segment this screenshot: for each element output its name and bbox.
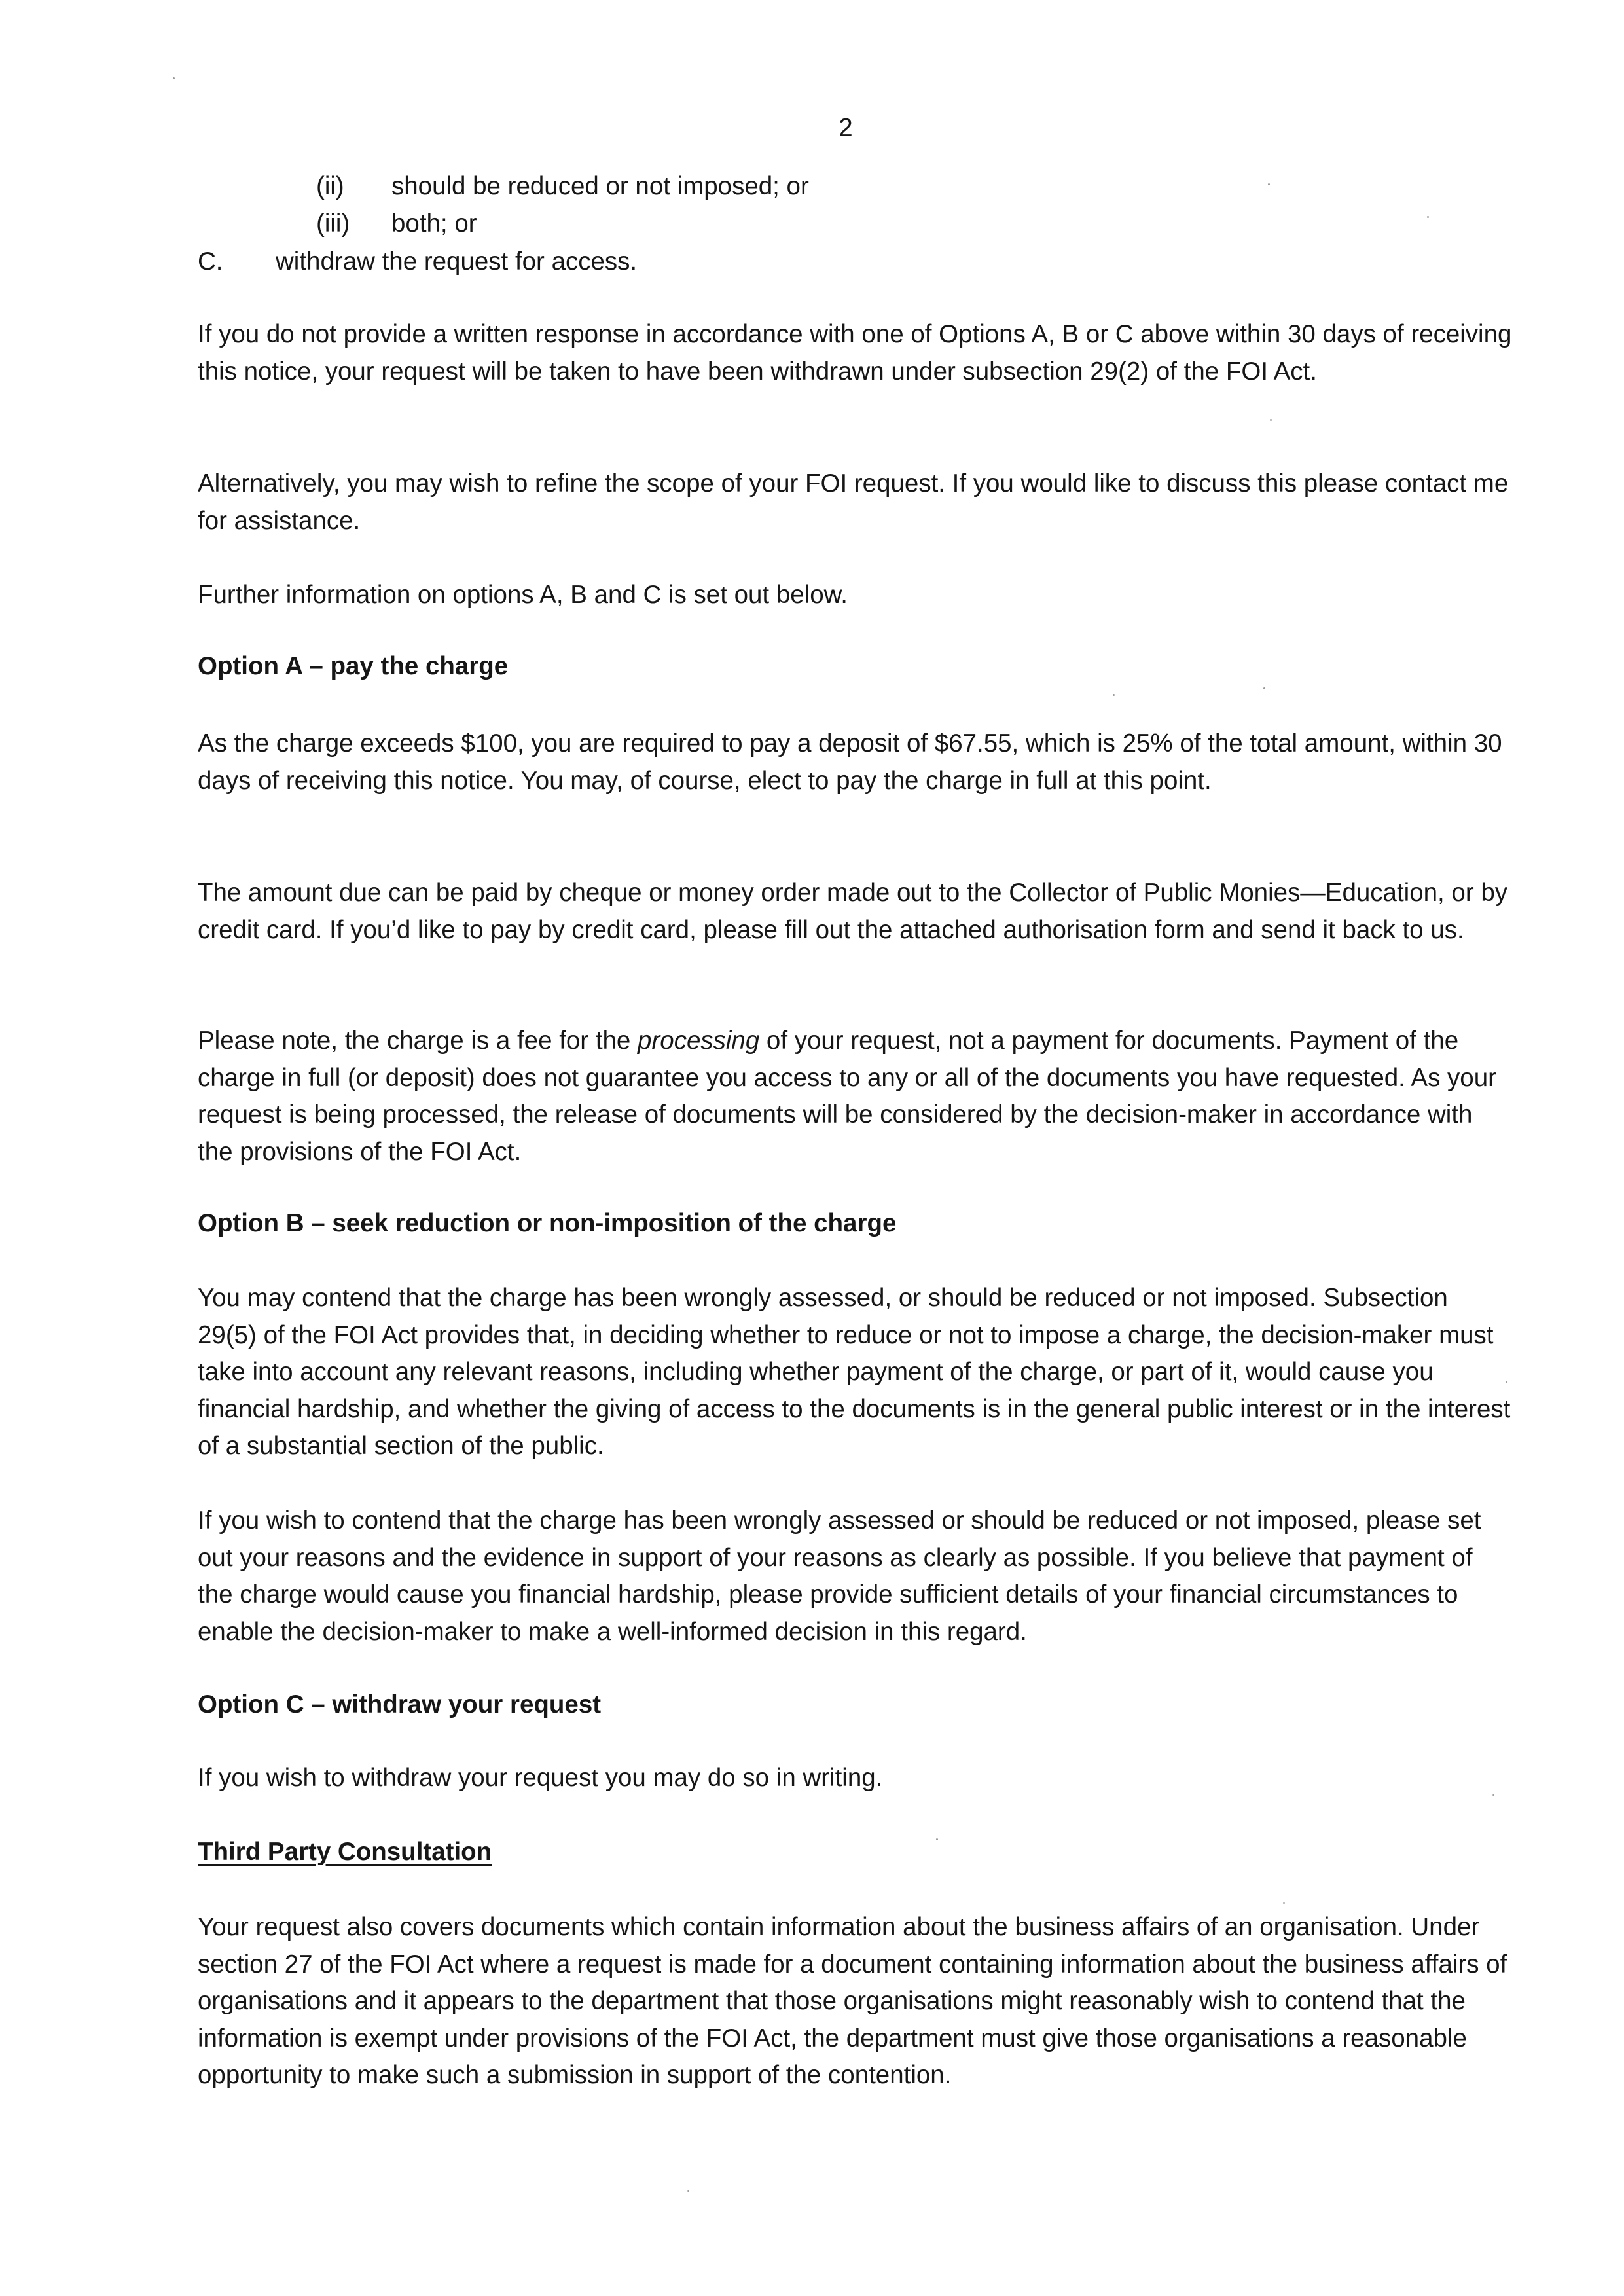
page-number: 2 xyxy=(839,114,853,142)
list-item-c xyxy=(198,244,918,281)
option-b-heading: Option B – seek reduction or non-imposition of the charge xyxy=(198,1209,897,1237)
option-b-reasons-paragraph: If you wish to contend that the charge has been wrongly assessed or should be reduced or not imposed, please set out your reasons and the evidence in support of your reasons as clearly as possible. If you believe that payment of the charge would cause you financial hardship, please provide sufficient details of your financial circumstances to enable the decision-maker to make a well-informed decision in this regard. xyxy=(198,1506,1481,1646)
scan-speck xyxy=(1427,216,1429,218)
scan-speck xyxy=(1492,1794,1494,1796)
scan-speck xyxy=(687,2190,689,2192)
option-c-paragraph: If you wish to withdraw your request you may do so in writing. xyxy=(198,1764,883,1792)
option-a-heading: Option A – pay the charge xyxy=(198,652,509,680)
list-marker: (iii) xyxy=(316,210,350,238)
list-text: should be reduced or not imposed; or xyxy=(391,172,809,200)
note-text-start: Please note, the charge is a fee for the xyxy=(198,1027,638,1055)
scan-speck xyxy=(1263,687,1265,689)
scan-speck xyxy=(1506,1381,1507,1383)
option-c-heading: Option C – withdraw your request xyxy=(198,1690,602,1719)
refine-scope-paragraph: Alternatively, you may wish to refine the scope of your FOI request. If you would like to discuss this please contact me for assistance. xyxy=(198,469,1509,535)
option-a-deposit-paragraph: As the charge exceeds $100, you are required to pay a deposit of $67.55, which is 25% of the total amount, within 30 days of receiving this notice. You may, of course, elect to pay the charge in full at this point. xyxy=(198,729,1502,795)
option-a-note-paragraph xyxy=(198,1023,1513,1171)
scan-speck xyxy=(1270,419,1272,421)
list-marker: C. xyxy=(198,247,223,276)
third-party-paragraph: Your request also covers documents which contain information about the business affairs of an organisation. Under section 27 of the FOI Act where a request is made for a document containing information about the business affairs of organisations and it appears to the department that those organisations might reasonably wish to contend that the information is exempt under provisions of the FOI Act, the department must give those organisations a reasonable opportunity to make such a submission in support of the contention. xyxy=(198,1913,1507,2089)
list-item-ii xyxy=(316,168,1036,206)
third-party-heading: Third Party Consultation xyxy=(198,1838,492,1866)
option-b-contend-paragraph: You may contend that the charge has been wrongly assessed, or should be reduced or not imposed. Subsection 29(5) of the FOI Act provides that, in deciding whether to reduce or not to impose a charge, the decision-maker must take into account any relevant reasons, including whether payment of the charge, or part of it, would cause you financial hardship, and whether the giving of access to the documents is in the general public interest or in the interest of a substantial section of the public. xyxy=(198,1284,1511,1460)
scan-speck xyxy=(1268,183,1270,185)
note-emphasis: processing xyxy=(638,1027,760,1055)
list-marker: (ii) xyxy=(316,172,344,200)
list-item-iii xyxy=(316,206,1036,243)
note-text-end: of your request, not a payment for documents. Payment of the charge in full (or deposit) does not guarantee you access to any or all of the documents you have requested. As your request is being processed, the release of documents will be considered by the decision-maker in accordance with the provisions of the FOI Act. xyxy=(198,1027,1496,1166)
option-a-payment-paragraph: The amount due can be paid by cheque or money order made out to the Collector of Public Monies—Education, or by credit card. If you’d like to pay by credit card, please fill out the attached authorisation form and send it back to us. xyxy=(198,879,1508,944)
scan-speck xyxy=(1283,1902,1285,1904)
further-info-paragraph: Further information on options A, B and C is set out below. xyxy=(198,581,848,609)
list-text: withdraw the request for access. xyxy=(276,247,638,276)
list-text: both; or xyxy=(391,210,477,238)
no-response-paragraph: If you do not provide a written response in accordance with one of Options A, B or C above within 30 days of receiving this notice, your request will be taken to have been withdrawn under subsection 29(2) of the FOI Act. xyxy=(198,320,1512,386)
scan-speck xyxy=(173,77,175,79)
scan-speck xyxy=(1113,694,1115,696)
scan-speck xyxy=(936,1838,938,1840)
